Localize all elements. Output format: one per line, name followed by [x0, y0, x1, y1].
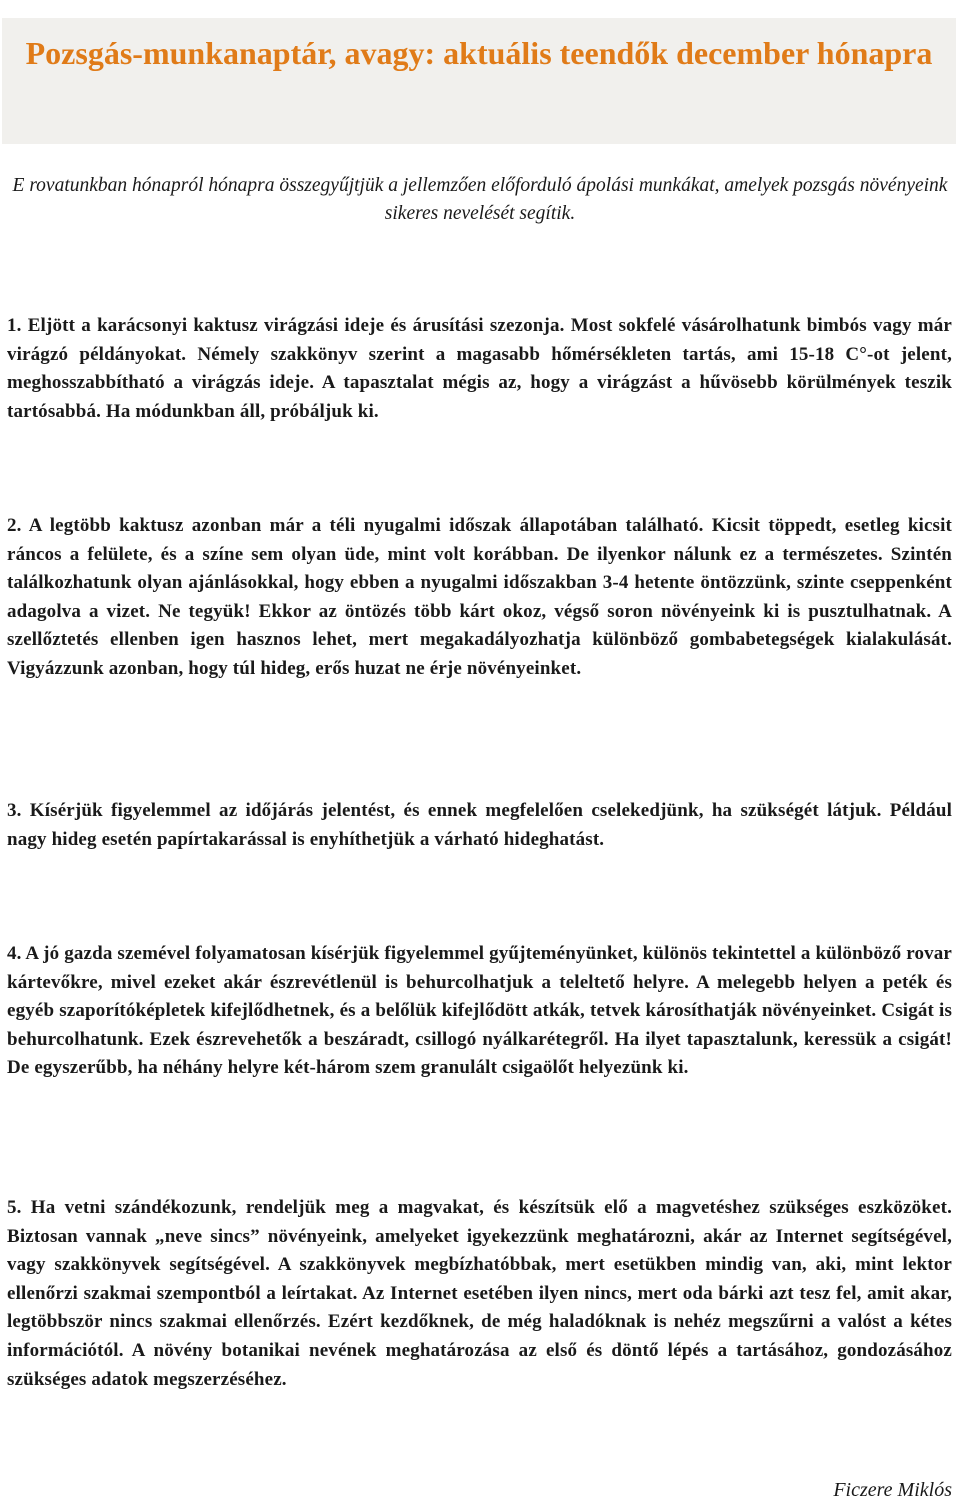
care-item-5: 5. Ha vetni szándékozunk, rendeljük meg a magvakat, és készítsük elő a magvetéshez szükséges eszközöket. Biztosan vannak „neve sincs” növényeink, amelyeket igyekezzünk meghatározni, akár az Internet segítségével, vagy szakkönyvek segítségével. A szakkönyvek megbízhatóbbak, mert esetükben mindig van, aki, mint lektor ellenőrzi szakmai szempontból a leírtakat. Az Internet esetében ilyen nincs, mert oda bárki azt tesz fel, amit akar, legtöbbször nincs szakmai ellenőrzés. Ezért kezdőknek, de még haladóknak is nehéz megszűrni a valóst a kétes információtól. A növény botanikai nevének meghatározása az első és döntő lépés a tartásához, gondozásához szükséges adatok megszerzéséhez.	[7, 1197, 952, 1390]
article-intro: E rovatunkban hónapról hónapra összegyűjtjük a jellemzően előforduló ápolási munkákat, amelyek pozsgás növényeink sikeres nevelését segítik.	[12, 175, 948, 224]
article-title: Pozsgás-munkanaptár, avagy: aktuális teendők december hónapra	[25, 35, 933, 71]
care-item-2: 2. A legtöbb kaktusz azonban már a téli nyugalmi időszak állapotában található. Kicsit töppedt, esetleg kicsit ráncos a felülete, és a színe sem olyan üde, mint volt korábban. De ilyenkor nálunk ez a természetes. Szintén találkozhatunk olyan ajánlásokkal, hogy ebben a nyugalmi időszakban 3-4 hetente öntözzünk, szinte cseppenként adagolva a vizet. Ne tegyük! Ekkor az öntözés több kárt okoz, végső soron növényeink ki is pusztulhatnak. A szellőztetés ellenben igen hasznos lehet, mert megakadályozhatja különböző gombabetegségek kialakulását. Vigyázzunk azonban, hogy túl hideg, erős huzat ne érje növényeinket.	[7, 515, 952, 679]
care-item-4: 4. A jó gazda szemével folyamatosan kísérjük figyelemmel gyűjteményünket, különös tekintettel a különböző rovar kártevőkre, mivel ezeket akár észrevétlenül is behurcolhatjuk a teleltető helyre. A melegebb helyen a peték és egyéb szaporítóképletek kifejlődhetnek, és a belőlük kifejlődött atkák, tetvek károsíthatják növényeinket. Csigát is behurcolhatunk. Ezek észrevehetők a beszáradt, csillogó nyálkarétegről. Ha ilyet tapasztalunk, keressük a csigát! De egyszerűbb, ha néhány helyre két-három szem granulált csigaölőt helyezünk ki.	[7, 943, 952, 1079]
care-item-3: 3. Kísérjük figyelemmel az időjárás jelentést, és ennek megfelelően cselekedjünk, ha szükségét látjuk. Például nagy hideg esetén papírtakarással is enyhíthetjük a várható hideghatást.	[7, 800, 952, 850]
author-signature: Ficzere Miklós	[833, 1479, 952, 1501]
care-item-1: 1. Eljött a karácsonyi kaktusz virágzási ideje és árusítási szezonja. Most sokfelé vásárolhatunk bimbós vagy már virágzó példányokat. Némely szakkönyv szerint a magasabb hőmérsékleten tartás, ami 15-18 C°-ot jelent, meghosszabbítható a virágzás ideje. A tapasztalat mégis az, hogy a virágzást a hűvösebb körülmények teszik tartósabbá. Ha módunkban áll, próbáljuk ki.	[7, 315, 952, 422]
